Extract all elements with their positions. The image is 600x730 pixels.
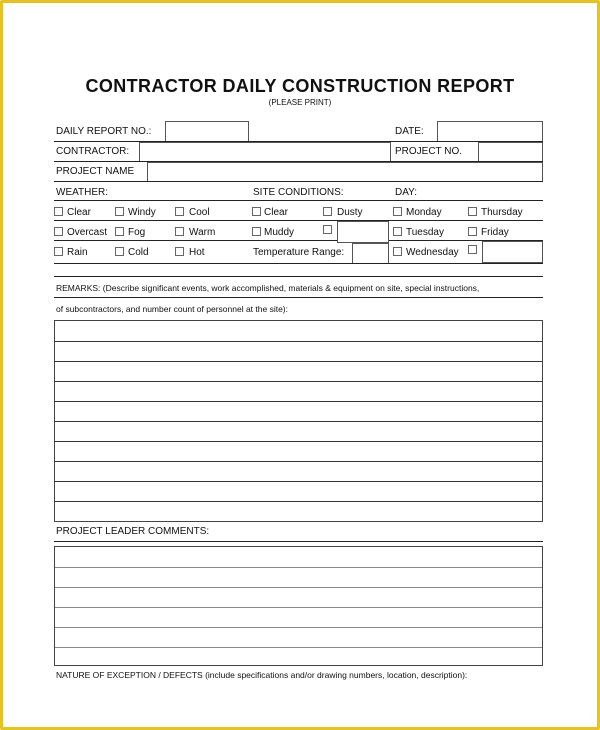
day-friday-label: Friday	[481, 227, 509, 238]
site-other-field[interactable]	[337, 221, 389, 243]
site-clear-checkbox[interactable]	[252, 207, 261, 216]
day-friday-checkbox[interactable]	[468, 227, 477, 236]
project-no-field[interactable]	[478, 142, 543, 162]
project-name-label: PROJECT NAME	[56, 166, 135, 177]
day-monday-label: Monday	[406, 207, 442, 218]
remarks-label-line2: of subcontractors, and number count of personnel at the site):	[56, 304, 288, 314]
site-dusty-checkbox[interactable]	[323, 207, 332, 216]
weather-fog-label: Fog	[128, 227, 146, 238]
ruled-line	[55, 587, 542, 588]
day-wednesday-checkbox[interactable]	[393, 247, 402, 256]
ruled-line	[55, 647, 542, 648]
site-blank-checkbox[interactable]	[323, 225, 332, 234]
contractor-field[interactable]	[139, 142, 391, 162]
weather-warm-label: Warm	[189, 227, 216, 238]
weather-rain-label: Rain	[67, 247, 88, 258]
weather-hot-label: Hot	[189, 247, 205, 258]
ruled-line	[55, 627, 542, 628]
day-other-checkbox[interactable]	[468, 245, 477, 254]
weather-warm-checkbox[interactable]	[175, 227, 184, 236]
divider	[54, 200, 543, 201]
ruled-line	[55, 607, 542, 608]
site-clear-label: Clear	[264, 207, 288, 218]
remarks-label-line1: REMARKS: (Describe significant events, work accomplished, materials & equipment on site, special instructions,	[56, 283, 480, 293]
day-wednesday-label: Wednesday	[406, 247, 459, 258]
divider	[54, 276, 543, 277]
weather-windy-label: Windy	[128, 207, 156, 218]
weather-fog-checkbox[interactable]	[115, 227, 124, 236]
day-tuesday-label: Tuesday	[406, 227, 444, 238]
ruled-line	[55, 501, 542, 502]
divider	[54, 181, 543, 182]
day-thursday-label: Thursday	[481, 207, 523, 218]
weather-overcast-label: Overcast	[67, 227, 108, 238]
nature-of-exception-label: NATURE OF EXCEPTION / DEFECTS (include specifications and/or drawing numbers, location, description):	[56, 670, 468, 680]
ruled-line	[55, 361, 542, 362]
divider	[54, 263, 543, 264]
ruled-line	[55, 421, 542, 422]
project-leader-comments-label: PROJECT LEADER COMMENTS:	[56, 526, 210, 537]
site-conditions-heading: SITE CONDITIONS:	[253, 187, 344, 198]
day-tuesday-checkbox[interactable]	[393, 227, 402, 236]
remarks-lined-area[interactable]	[54, 320, 543, 522]
day-heading: DAY:	[395, 187, 418, 198]
site-muddy-label: Muddy	[264, 227, 295, 238]
contractor-label: CONTRACTOR:	[56, 146, 130, 157]
weather-cool-checkbox[interactable]	[175, 207, 184, 216]
day-monday-checkbox[interactable]	[393, 207, 402, 216]
divider	[54, 220, 543, 221]
project-no-label: PROJECT NO.	[395, 146, 463, 157]
site-dusty-label: Dusty	[337, 207, 363, 218]
daily-report-no-label: DAILY REPORT NO.:	[56, 126, 152, 137]
weather-cold-label: Cold	[128, 247, 149, 258]
day-thursday-checkbox[interactable]	[468, 207, 477, 216]
weather-cool-label: Cool	[189, 207, 210, 218]
ruled-line	[55, 567, 542, 568]
temperature-range-field[interactable]	[352, 243, 389, 264]
project-name-field[interactable]	[147, 162, 543, 182]
date-label: DATE:	[395, 126, 424, 137]
ruled-line	[55, 441, 542, 442]
weather-windy-checkbox[interactable]	[115, 207, 124, 216]
ruled-line	[55, 381, 542, 382]
daily-report-no-field[interactable]	[165, 121, 249, 142]
temperature-range-label: Temperature Range:	[253, 247, 345, 258]
date-field[interactable]	[437, 121, 543, 142]
weather-cold-checkbox[interactable]	[115, 247, 124, 256]
divider	[54, 240, 337, 241]
ruled-line	[55, 341, 542, 342]
site-muddy-checkbox[interactable]	[252, 227, 261, 236]
page-subtitle: (PLEASE PRINT)	[268, 98, 332, 107]
ruled-line	[55, 481, 542, 482]
divider	[54, 297, 543, 298]
page-title: CONTRACTOR DAILY CONSTRUCTION REPORT	[85, 76, 515, 96]
divider	[54, 541, 543, 542]
weather-overcast-checkbox[interactable]	[54, 227, 63, 236]
weather-heading: WEATHER:	[56, 187, 109, 198]
comments-lined-area[interactable]	[54, 546, 543, 666]
weather-clear-label: Clear	[67, 207, 91, 218]
weather-hot-checkbox[interactable]	[175, 247, 184, 256]
weather-clear-checkbox[interactable]	[54, 207, 63, 216]
ruled-line	[55, 461, 542, 462]
day-other-field[interactable]	[482, 241, 543, 263]
weather-rain-checkbox[interactable]	[54, 247, 63, 256]
ruled-line	[55, 401, 542, 402]
